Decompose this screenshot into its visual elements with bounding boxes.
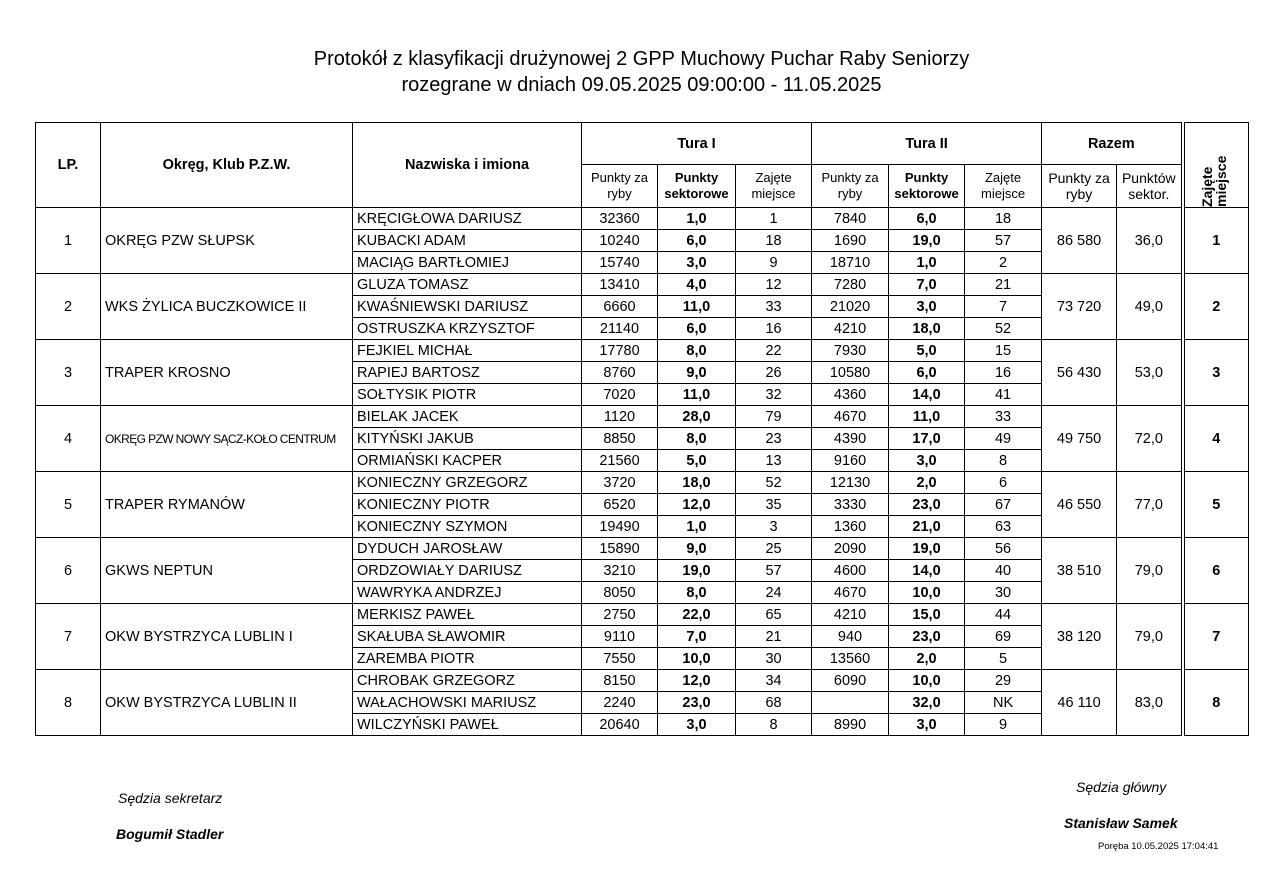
team-lp: 4 (36, 406, 101, 472)
member-name: BIELAK JACEK (353, 406, 582, 428)
t2-place: 67 (965, 494, 1042, 516)
t1-fish-points: 6660 (582, 296, 658, 318)
t2-fish-points: 21020 (812, 296, 889, 318)
t1-fish-points: 17780 (582, 340, 658, 362)
header-club: Okręg, Klub P.Z.W. (101, 123, 353, 208)
t1-fish-points: 1120 (582, 406, 658, 428)
member-name: DYDUCH JAROSŁAW (353, 538, 582, 560)
t1-place: 65 (736, 604, 812, 626)
t1-sector-points: 10,0 (658, 648, 736, 670)
header-tura2: Tura II (812, 123, 1042, 165)
chief-judge-label: Sędzia główny (1076, 779, 1167, 795)
header-t2-fish: Punkty za ryby (812, 165, 889, 208)
t2-fish-points: 12130 (812, 472, 889, 494)
t2-fish-points: 13560 (812, 648, 889, 670)
member-name: ZAREMBA PIOTR (353, 648, 582, 670)
t1-sector-points: 6,0 (658, 318, 736, 340)
t1-place: 26 (736, 362, 812, 384)
team-club: TRAPER RYMANÓW (101, 472, 353, 538)
t2-sector-points: 32,0 (889, 692, 965, 714)
team-place: 5 (1183, 472, 1249, 538)
member-name: SOŁTYSIK PIOTR (353, 384, 582, 406)
t1-fish-points: 19490 (582, 516, 658, 538)
t1-place: 12 (736, 274, 812, 296)
t1-fish-points: 10240 (582, 230, 658, 252)
team-total-sector: 36,0 (1117, 208, 1183, 274)
member-name: KITYŃSKI JAKUB (353, 428, 582, 450)
t2-place: 49 (965, 428, 1042, 450)
t1-fish-points: 8150 (582, 670, 658, 692)
team-lp: 6 (36, 538, 101, 604)
team-club: GKWS NEPTUN (101, 538, 353, 604)
t2-fish-points: 10580 (812, 362, 889, 384)
t2-sector-points: 1,0 (889, 252, 965, 274)
team-lp: 3 (36, 340, 101, 406)
t2-sector-points: 14,0 (889, 384, 965, 406)
t1-sector-points: 12,0 (658, 494, 736, 516)
t1-fish-points: 21560 (582, 450, 658, 472)
t2-sector-points: 5,0 (889, 340, 965, 362)
member-name: OSTRUSZKA KRZYSZTOF (353, 318, 582, 340)
team-club: OKRĘG PZW SŁUPSK (101, 208, 353, 274)
t1-place: 35 (736, 494, 812, 516)
table-row (36, 208, 1249, 230)
t2-place: 69 (965, 626, 1042, 648)
t1-place: 3 (736, 516, 812, 538)
t2-fish-points: 7280 (812, 274, 889, 296)
team-total-sector: 77,0 (1117, 472, 1183, 538)
team-total-sector: 72,0 (1117, 406, 1183, 472)
member-name: KRĘCIGŁOWA DARIUSZ (353, 208, 582, 230)
t1-place: 16 (736, 318, 812, 340)
team-place: 6 (1183, 538, 1249, 604)
t2-sector-points: 21,0 (889, 516, 965, 538)
t1-place: 9 (736, 252, 812, 274)
t2-place: 33 (965, 406, 1042, 428)
t2-fish-points: 4390 (812, 428, 889, 450)
t1-place: 22 (736, 340, 812, 362)
table-row (36, 340, 1249, 362)
t1-place: 52 (736, 472, 812, 494)
t2-place: 41 (965, 384, 1042, 406)
t1-fish-points: 9110 (582, 626, 658, 648)
t2-fish-points: 4210 (812, 604, 889, 626)
team-place: 8 (1183, 670, 1249, 736)
member-name: KONIECZNY SZYMON (353, 516, 582, 538)
t2-fish-points: 6090 (812, 670, 889, 692)
t1-sector-points: 6,0 (658, 230, 736, 252)
team-total-sector: 53,0 (1117, 340, 1183, 406)
t1-sector-points: 8,0 (658, 340, 736, 362)
team-place: 2 (1183, 274, 1249, 340)
t2-place: 29 (965, 670, 1042, 692)
header-razem-sector: Punktów sektor. (1117, 165, 1183, 208)
member-name: FEJKIEL MICHAŁ (353, 340, 582, 362)
member-name: KONIECZNY PIOTR (353, 494, 582, 516)
t1-sector-points: 8,0 (658, 582, 736, 604)
t1-fish-points: 13410 (582, 274, 658, 296)
t1-place: 21 (736, 626, 812, 648)
team-total-sector: 79,0 (1117, 538, 1183, 604)
table-row (36, 604, 1249, 626)
t2-place: 6 (965, 472, 1042, 494)
team-club: TRAPER KROSNO (101, 340, 353, 406)
date-stamp: Poręba 10.05.2025 17:04:41 (1098, 841, 1219, 852)
team-total-sector: 49,0 (1117, 274, 1183, 340)
chief-judge-name: Stanisław Samek (1064, 815, 1178, 831)
t1-fish-points: 2240 (582, 692, 658, 714)
t1-sector-points: 19,0 (658, 560, 736, 582)
team-total-sector: 79,0 (1117, 604, 1183, 670)
team-place: 7 (1183, 604, 1249, 670)
team-total-fish: 38 510 (1042, 538, 1117, 604)
t1-place: 23 (736, 428, 812, 450)
t1-sector-points: 8,0 (658, 428, 736, 450)
secretary-label: Sędzia sekretarz (118, 790, 223, 806)
t2-place: 57 (965, 230, 1042, 252)
t2-place: 21 (965, 274, 1042, 296)
header-names: Nazwiska i imiona (353, 123, 582, 208)
team-club: OKW BYSTRZYCA LUBLIN I (101, 604, 353, 670)
t2-place: 16 (965, 362, 1042, 384)
t2-fish-points: 1690 (812, 230, 889, 252)
t2-fish-points: 4360 (812, 384, 889, 406)
t1-sector-points: 12,0 (658, 670, 736, 692)
header-t1-fish: Punkty za ryby (582, 165, 658, 208)
t2-place: 44 (965, 604, 1042, 626)
t2-place: 5 (965, 648, 1042, 670)
team-total-fish: 49 750 (1042, 406, 1117, 472)
member-name: WAŁACHOWSKI MARIUSZ (353, 692, 582, 714)
header-razem: Razem (1042, 123, 1183, 165)
t1-place: 33 (736, 296, 812, 318)
t2-sector-points: 3,0 (889, 714, 965, 736)
t2-sector-points: 7,0 (889, 274, 965, 296)
member-name: WAWRYKA ANDRZEJ (353, 582, 582, 604)
header-razem-fish: Punkty za ryby (1042, 165, 1117, 208)
t1-fish-points: 8760 (582, 362, 658, 384)
member-name: KONIECZNY GRZEGORZ (353, 472, 582, 494)
t1-fish-points: 20640 (582, 714, 658, 736)
member-name: RAPIEJ BARTOSZ (353, 362, 582, 384)
t1-fish-points: 32360 (582, 208, 658, 230)
t2-sector-points: 3,0 (889, 450, 965, 472)
t2-place: 63 (965, 516, 1042, 538)
table-row (36, 274, 1249, 296)
team-club: WKS ŻYLICA BUCZKOWICE II (101, 274, 353, 340)
header-t2-sector: Punkty sektorowe (889, 165, 965, 208)
header-t2-place: Zajęte miejsce (965, 165, 1042, 208)
header-place-label: Zajęte miejsce (1199, 155, 1230, 207)
t2-fish-points: 4600 (812, 560, 889, 582)
header-t1-sector: Punkty sektorowe (658, 165, 736, 208)
team-lp: 2 (36, 274, 101, 340)
t1-sector-points: 3,0 (658, 252, 736, 274)
document-subtitle: rozegrane w dniach 09.05.2025 09:00:00 - 11.05.2025 (401, 74, 882, 96)
t2-place: 18 (965, 208, 1042, 230)
t2-place: NK (965, 692, 1042, 714)
t1-fish-points: 3210 (582, 560, 658, 582)
team-lp: 7 (36, 604, 101, 670)
team-place: 1 (1183, 208, 1249, 274)
t2-fish-points (812, 692, 889, 714)
member-name: KUBACKI ADAM (353, 230, 582, 252)
t2-sector-points: 17,0 (889, 428, 965, 450)
t1-sector-points: 9,0 (658, 362, 736, 384)
t2-place: 15 (965, 340, 1042, 362)
t2-sector-points: 2,0 (889, 648, 965, 670)
t2-fish-points: 4670 (812, 582, 889, 604)
t1-fish-points: 15890 (582, 538, 658, 560)
t1-place: 68 (736, 692, 812, 714)
t1-fish-points: 21140 (582, 318, 658, 340)
t2-place: 8 (965, 450, 1042, 472)
t1-sector-points: 9,0 (658, 538, 736, 560)
t1-sector-points: 18,0 (658, 472, 736, 494)
t2-fish-points: 8990 (812, 714, 889, 736)
team-lp: 5 (36, 472, 101, 538)
table-row (36, 670, 1249, 692)
t1-fish-points: 3720 (582, 472, 658, 494)
t2-sector-points: 3,0 (889, 296, 965, 318)
t2-fish-points: 4210 (812, 318, 889, 340)
t1-fish-points: 7020 (582, 384, 658, 406)
t2-place: 56 (965, 538, 1042, 560)
member-name: SKAŁUBA SŁAWOMIR (353, 626, 582, 648)
team-place: 3 (1183, 340, 1249, 406)
team-total-fish: 38 120 (1042, 604, 1117, 670)
t2-sector-points: 14,0 (889, 560, 965, 582)
t1-fish-points: 8050 (582, 582, 658, 604)
t2-fish-points: 18710 (812, 252, 889, 274)
header-tura1: Tura I (582, 123, 812, 165)
t2-place: 52 (965, 318, 1042, 340)
t1-sector-points: 11,0 (658, 296, 736, 318)
t2-fish-points: 3330 (812, 494, 889, 516)
t1-place: 13 (736, 450, 812, 472)
member-name: CHROBAK GRZEGORZ (353, 670, 582, 692)
t1-place: 18 (736, 230, 812, 252)
t1-fish-points: 8850 (582, 428, 658, 450)
member-name: WILCZYŃSKI PAWEŁ (353, 714, 582, 736)
member-name: ORMIAŃSKI KACPER (353, 450, 582, 472)
t1-sector-points: 1,0 (658, 516, 736, 538)
team-total-fish: 56 430 (1042, 340, 1117, 406)
t1-fish-points: 15740 (582, 252, 658, 274)
team-place: 4 (1183, 406, 1249, 472)
t1-sector-points: 3,0 (658, 714, 736, 736)
t2-place: 40 (965, 560, 1042, 582)
t2-sector-points: 6,0 (889, 208, 965, 230)
t1-place: 25 (736, 538, 812, 560)
t2-fish-points: 7930 (812, 340, 889, 362)
results-table (35, 122, 1249, 736)
t2-sector-points: 6,0 (889, 362, 965, 384)
t1-sector-points: 23,0 (658, 692, 736, 714)
header-t1-place: Zajęte miejsce (736, 165, 812, 208)
t2-fish-points: 1360 (812, 516, 889, 538)
table-row (36, 472, 1249, 494)
t2-sector-points: 23,0 (889, 626, 965, 648)
member-name: ORDZOWIAŁY DARIUSZ (353, 560, 582, 582)
t2-sector-points: 18,0 (889, 318, 965, 340)
t2-fish-points: 940 (812, 626, 889, 648)
t1-place: 34 (736, 670, 812, 692)
header-lp: LP. (36, 123, 101, 208)
t1-sector-points: 11,0 (658, 384, 736, 406)
team-lp: 1 (36, 208, 101, 274)
t2-place: 30 (965, 582, 1042, 604)
t2-sector-points: 2,0 (889, 472, 965, 494)
t1-place: 1 (736, 208, 812, 230)
team-total-sector: 83,0 (1117, 670, 1183, 736)
t2-sector-points: 15,0 (889, 604, 965, 626)
t2-fish-points: 9160 (812, 450, 889, 472)
t1-fish-points: 6520 (582, 494, 658, 516)
document-title: Protokół z klasyfikacji drużynowej 2 GPP Muchowy Puchar Raby Seniorzy (313, 48, 970, 70)
t1-fish-points: 2750 (582, 604, 658, 626)
table-row (36, 538, 1249, 560)
t1-sector-points: 7,0 (658, 626, 736, 648)
member-name: KWAŚNIEWSKI DARIUSZ (353, 296, 582, 318)
t2-sector-points: 19,0 (889, 538, 965, 560)
t1-sector-points: 22,0 (658, 604, 736, 626)
member-name: GLUZA TOMASZ (353, 274, 582, 296)
team-total-fish: 46 550 (1042, 472, 1117, 538)
t2-fish-points: 4670 (812, 406, 889, 428)
t1-place: 8 (736, 714, 812, 736)
t1-sector-points: 28,0 (658, 406, 736, 428)
secretary-name: Bogumił Stadler (116, 826, 224, 842)
header-place (1183, 123, 1249, 208)
team-total-fish: 73 720 (1042, 274, 1117, 340)
t2-sector-points: 10,0 (889, 582, 965, 604)
t1-place: 57 (736, 560, 812, 582)
member-name: MERKISZ PAWEŁ (353, 604, 582, 626)
team-lp: 8 (36, 670, 101, 736)
team-club: OKRĘG PZW NOWY SĄCZ-KOŁO CENTRUM (101, 406, 353, 472)
t1-sector-points: 5,0 (658, 450, 736, 472)
t1-place: 24 (736, 582, 812, 604)
t2-sector-points: 19,0 (889, 230, 965, 252)
t2-place: 7 (965, 296, 1042, 318)
t1-place: 32 (736, 384, 812, 406)
member-name: MACIĄG BARTŁOMIEJ (353, 252, 582, 274)
t2-sector-points: 11,0 (889, 406, 965, 428)
t1-sector-points: 4,0 (658, 274, 736, 296)
t1-place: 30 (736, 648, 812, 670)
t1-place: 79 (736, 406, 812, 428)
t2-place: 2 (965, 252, 1042, 274)
t1-sector-points: 1,0 (658, 208, 736, 230)
team-total-fish: 86 580 (1042, 208, 1117, 274)
t2-fish-points: 2090 (812, 538, 889, 560)
t2-sector-points: 23,0 (889, 494, 965, 516)
team-club: OKW BYSTRZYCA LUBLIN II (101, 670, 353, 736)
t2-fish-points: 7840 (812, 208, 889, 230)
team-total-fish: 46 110 (1042, 670, 1117, 736)
t2-place: 9 (965, 714, 1042, 736)
t2-sector-points: 10,0 (889, 670, 965, 692)
table-row (36, 406, 1249, 428)
t1-fish-points: 7550 (582, 648, 658, 670)
